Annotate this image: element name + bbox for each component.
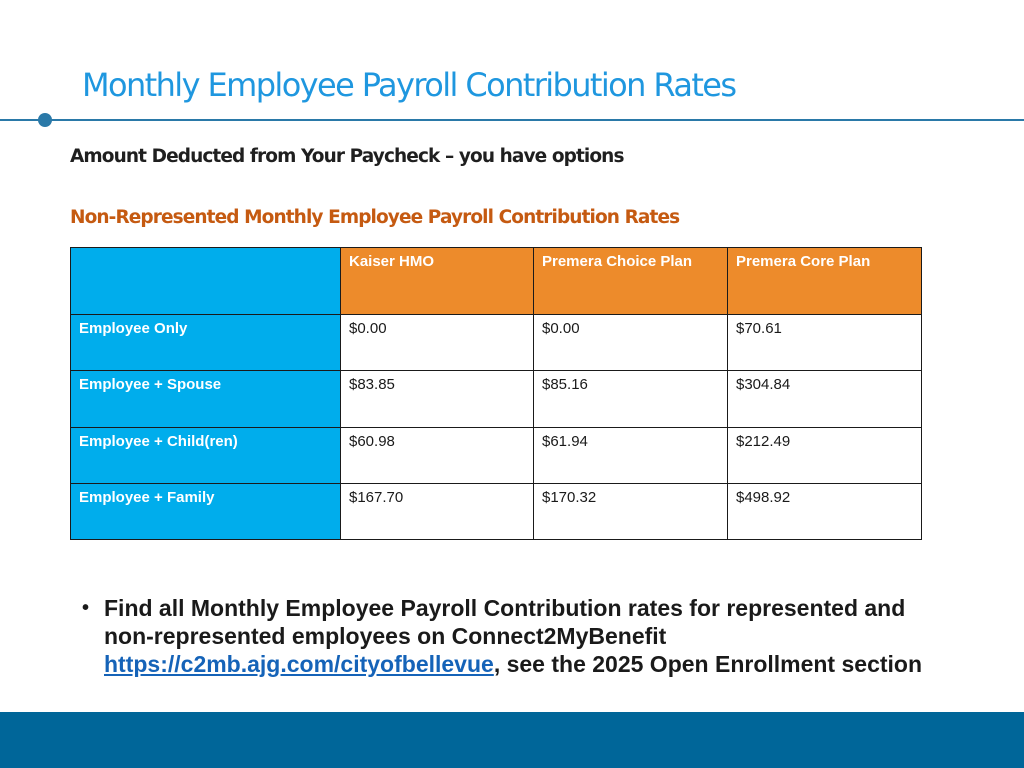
row-label-employee-only: Employee Only — [71, 315, 341, 371]
column-header-premera-choice: Premera Choice Plan — [534, 248, 728, 315]
table-header-row — [71, 248, 922, 315]
note-text-before: Find all Monthly Employee Payroll Contribution rates for represented and non-represented employees on Connect2MyBenefit — [104, 595, 906, 649]
rate-cell: $212.49 — [728, 427, 922, 483]
table-row — [71, 371, 922, 427]
header-corner-cell — [71, 248, 341, 315]
rate-cell: $70.61 — [728, 315, 922, 371]
column-header-kaiser-hmo: Kaiser HMO — [341, 248, 534, 315]
contribution-rates-table — [70, 247, 922, 540]
column-header-premera-core: Premera Core Plan — [728, 248, 922, 315]
c2mb-link[interactable]: https://c2mb.ajg.com/cityofbellevue — [104, 651, 494, 677]
enrollment-note — [82, 594, 922, 678]
rate-cell: $0.00 — [534, 315, 728, 371]
slide-subtitle: Amount Deducted from Your Paycheck – you have options — [70, 146, 624, 167]
table-row — [71, 427, 922, 483]
title-divider — [0, 119, 1024, 121]
note-text-after: , see the 2025 Open Enrollment section — [493, 651, 923, 677]
table-row — [71, 315, 922, 371]
rate-cell: $60.98 — [341, 427, 534, 483]
bullet-icon: • — [82, 597, 90, 619]
slide-title: Monthly Employee Payroll Contribution Rates — [82, 66, 736, 104]
table-title: Non-Represented Monthly Employee Payroll Contribution Rates — [70, 207, 680, 228]
table-row — [71, 483, 922, 539]
rate-cell: $61.94 — [534, 427, 728, 483]
rate-cell: $83.85 — [341, 371, 534, 427]
row-label-employee-spouse: Employee + Spouse — [71, 371, 341, 427]
rate-cell: $167.70 — [341, 483, 534, 539]
row-label-employee-children: Employee + Child(ren) — [71, 427, 341, 483]
divider-dot — [38, 113, 52, 127]
rate-cell: $304.84 — [728, 371, 922, 427]
footer-bar — [0, 712, 1024, 768]
rate-cell: $85.16 — [534, 371, 728, 427]
rate-cell: $0.00 — [341, 315, 534, 371]
rate-cell: $170.32 — [534, 483, 728, 539]
rate-cell: $498.92 — [728, 483, 922, 539]
row-label-employee-family: Employee + Family — [71, 483, 341, 539]
note-text — [82, 594, 922, 678]
